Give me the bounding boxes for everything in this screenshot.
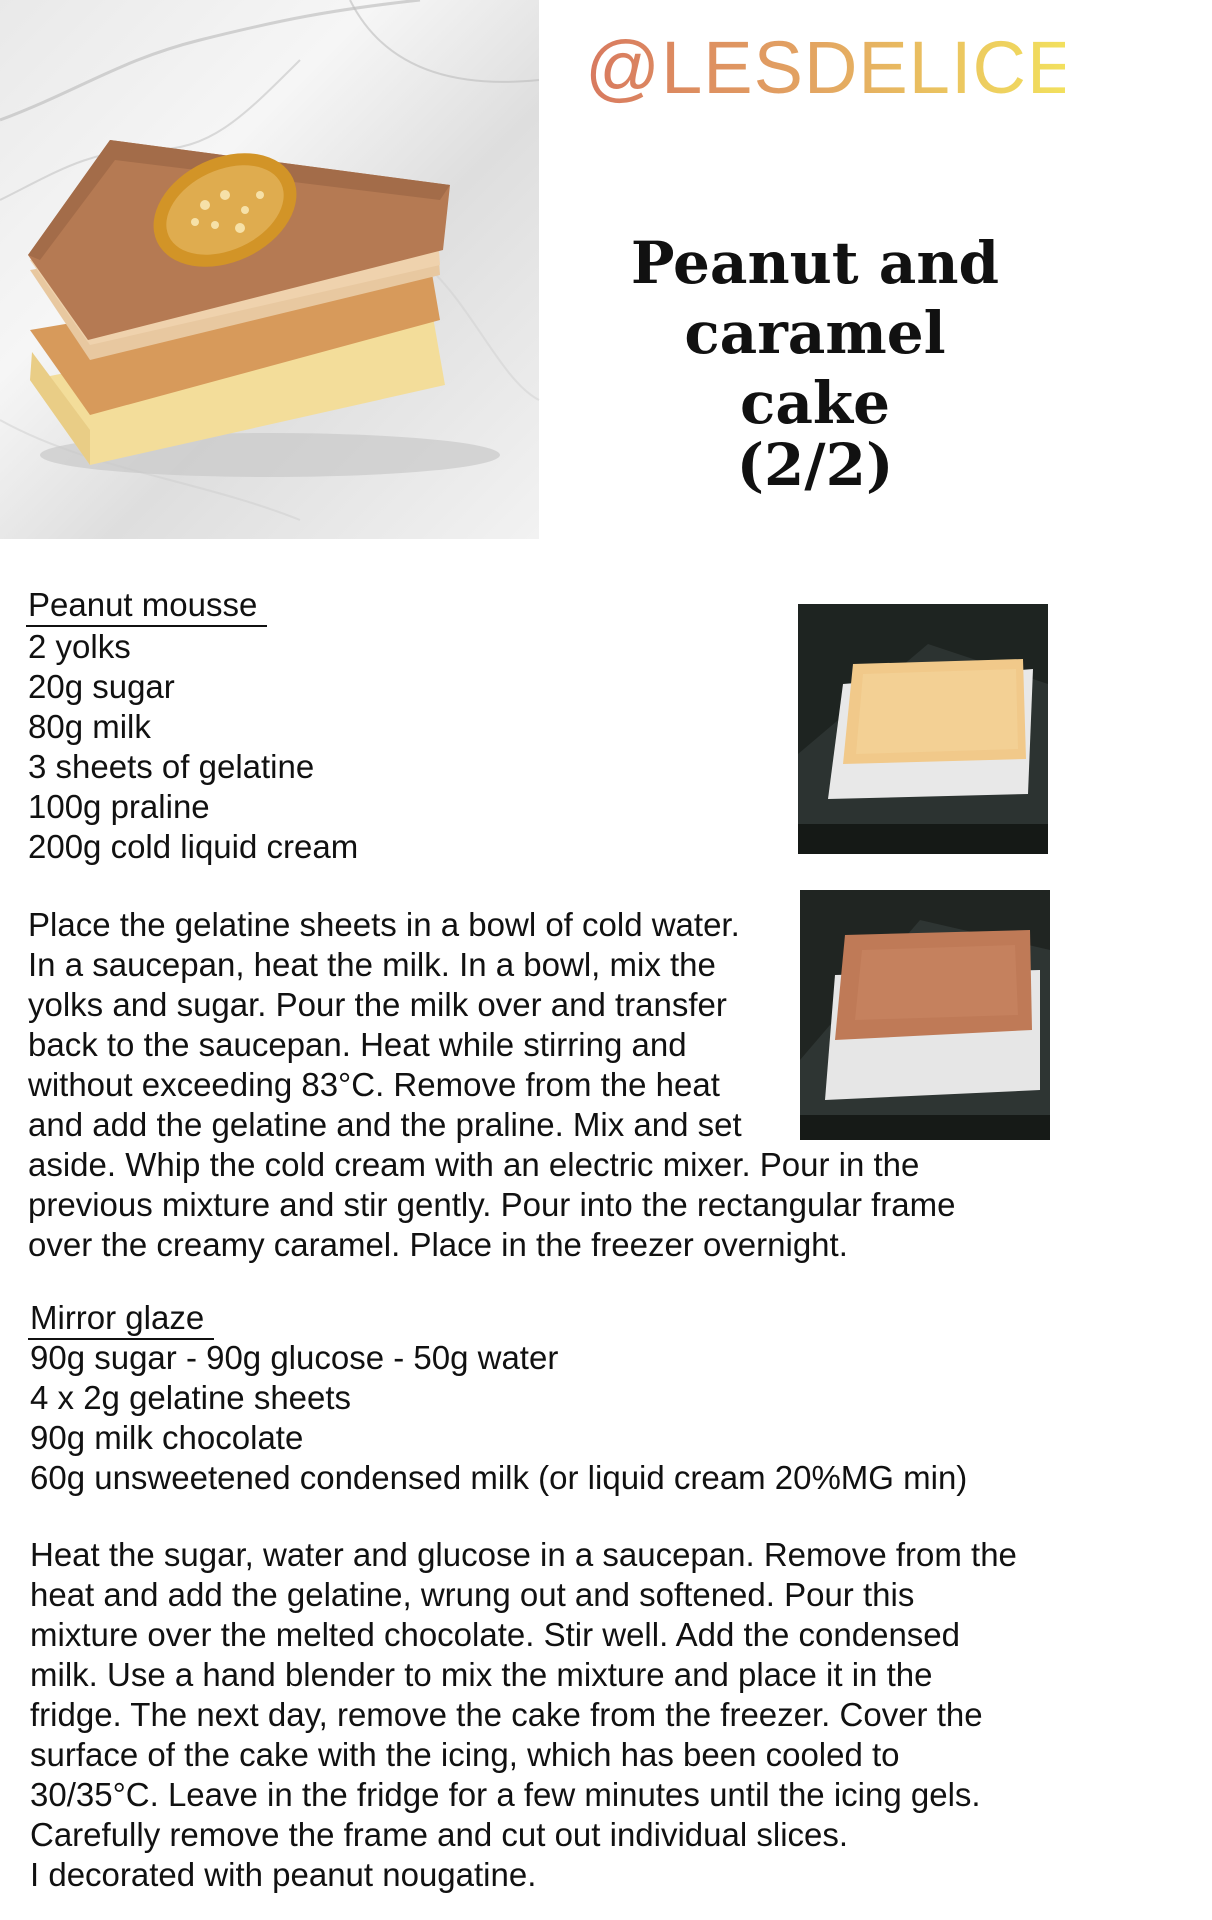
instruction-line: 30/35°C. Leave in the fridge for a few minutes until the icing gels.: [30, 1776, 981, 1813]
instruction-line: back to the saucepan. Heat while stirring and: [28, 1026, 687, 1063]
cake-slice-photo: [0, 0, 539, 539]
instruction-line: milk. Use a hand blender to mix the mixture and place it in the: [30, 1656, 933, 1693]
instruction-line: previous mixture and stir gently. Pour into the rectangular frame: [28, 1186, 956, 1223]
instruction-line: yolks and sugar. Pour the milk over and transfer: [28, 986, 727, 1023]
ingredient-item: 20g sugar: [28, 668, 175, 705]
ingredient-item: 4 x 2g gelatine sheets: [30, 1379, 352, 1416]
instruction-line: Carefully remove the frame and cut out individual slices.: [30, 1816, 849, 1853]
page-title: Peanut and caramel cake: [630, 229, 1000, 437]
instruction-line: mixture over the melted chocolate. Stir well. Add the condensed: [30, 1616, 961, 1653]
instruction-line: and add the gelatine and the praline. Mix and set: [28, 1106, 742, 1143]
instruction-line: surface of the cake with the icing, which has been cooled to: [30, 1736, 900, 1773]
instruction-line: Heat the sugar, water and glucose in a saucepan. Remove from the: [30, 1536, 1017, 1573]
peanut-mousse-instructions: [28, 905, 956, 1265]
ingredient-item: 90g milk chocolate: [30, 1419, 304, 1456]
brand-handle: @LESDELICES31: [585, 22, 1065, 114]
ingredient-item: 90g sugar - 90g glucose - 50g water: [30, 1339, 559, 1376]
mirror-glaze-heading: Mirror glaze: [28, 1298, 214, 1340]
instruction-line: heat and add the gelatine, wrung out and softened. Pour this: [30, 1576, 915, 1613]
peanut-mousse-heading: Peanut mousse: [26, 585, 267, 627]
mirror-glaze-ingredients: [30, 1338, 967, 1498]
ingredient-item: 100g praline: [28, 788, 210, 825]
ingredient-item: 200g cold liquid cream: [28, 828, 359, 865]
peanut-mousse-ingredients: [28, 627, 358, 867]
mirror-glaze-instructions: [30, 1535, 1017, 1895]
ingredient-item: 2 yolks: [28, 628, 131, 665]
instruction-line: without exceeding 83°C. Remove from the heat: [28, 1066, 720, 1103]
peanut-mousse-layer-photo: [798, 604, 1048, 854]
instruction-line: In a saucepan, heat the milk. In a bowl, mix the: [28, 946, 716, 983]
ingredient-item: 3 sheets of gelatine: [28, 748, 315, 785]
ingredient-item: 80g milk: [28, 708, 151, 745]
part-indicator: (2/2): [736, 431, 894, 499]
instruction-line: over the creamy caramel. Place in the freezer overnight.: [28, 1226, 848, 1263]
ingredient-item: 60g unsweetened condensed milk (or liquid cream 20%MG min): [30, 1459, 968, 1496]
instruction-line: Place the gelatine sheets in a bowl of cold water.: [28, 906, 740, 943]
instruction-line: aside. Whip the cold cream with an electric mixer. Pour in the: [28, 1146, 920, 1183]
instruction-line: fridge. The next day, remove the cake from the freezer. Cover the: [30, 1696, 983, 1733]
instruction-line: I decorated with peanut nougatine.: [30, 1856, 537, 1893]
